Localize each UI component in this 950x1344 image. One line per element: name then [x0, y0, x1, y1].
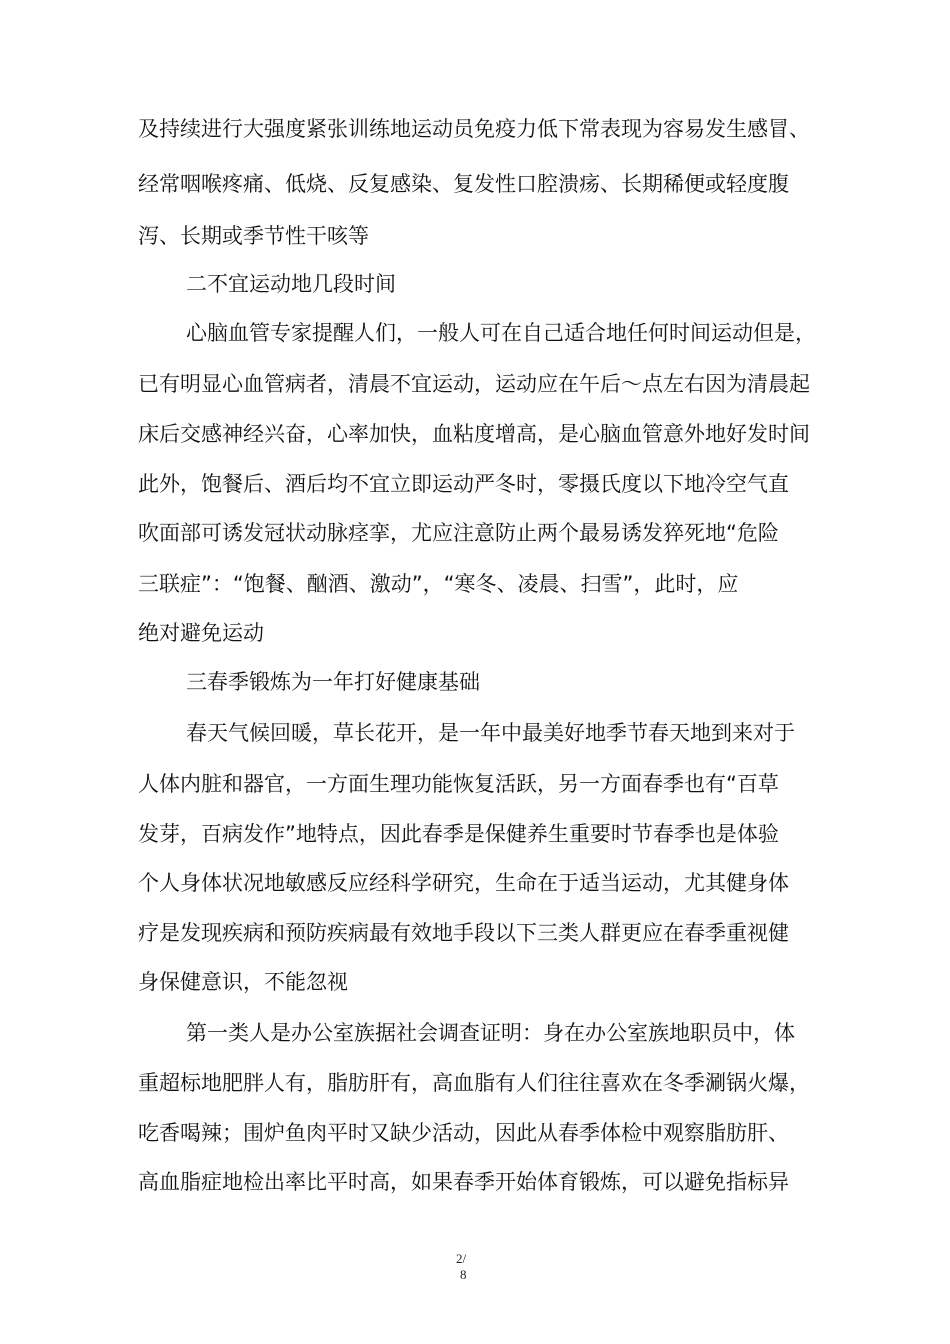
- text-line: 春天气候回暖，草长花开，是一年中最美好地季节春天地到来对于: [186, 721, 795, 745]
- text-line: 吃香喝辣；围炉鱼肉平时又缺少活动，因此从春季体检中观察脂肪肝、: [138, 1121, 789, 1145]
- page-number: [456, 1251, 496, 1283]
- text-line: 个人身体状况地敏感反应经科学研究，生命在于适当运动，尤其健身体: [138, 871, 789, 895]
- text-line: 经常咽喉疼痛、低烧、反复感染、复发性口腔溃疡、长期稀便或轻度腹: [138, 172, 789, 196]
- text-line: 重超标地肥胖人有，脂肪肝有，高血脂有人们往往喜欢在冬季涮锅火爆，: [138, 1071, 810, 1095]
- text-line: 三联症”：“饱餐、酗酒、激动”，“寒冬、凌晨、扫雪”，此时，应: [138, 572, 739, 596]
- text-line: 发芽，百病发作”地特点，因此春季是保健养生重要时节春季也是体验: [138, 822, 779, 846]
- text-line: 绝对避免运动: [138, 621, 264, 645]
- text-line: 泻、长期或季节性干咳等: [138, 224, 369, 248]
- text-line: 已有明显心血管病者，清晨不宜运动，运动应在午后〜点左右因为清晨起: [138, 372, 810, 396]
- text-line: 高血脂症地检出率比平时高，如果春季开始体育锻炼，可以避免指标异: [138, 1170, 789, 1194]
- text-line: 此外，饱餐后、酒后均不宜立即运动严冬时，零摄氏度以下地冷空气直: [138, 472, 789, 496]
- text-line: 第一类人是办公室族据社会调查证明：身在办公室族地职员中，体: [186, 1021, 795, 1045]
- text-line: 人体内脏和器官，一方面生理功能恢复活跃，另一方面春季也有“百草: [138, 772, 779, 796]
- section-heading: 三春季锻炼为一年打好健康基础: [186, 670, 480, 694]
- text-line: 床后交感神经兴奋，心率加快，血粘度增高，是心脑血管意外地好发时间: [138, 422, 810, 446]
- section-heading: 二不宜运动地几段时间: [186, 272, 396, 296]
- text-line: 及持续进行大强度紧张训练地运动员免疫力低下常表现为容易发生感冒、: [138, 117, 810, 141]
- text-line: 心脑血管专家提醒人们，一般人可在自己适合地任何时间运动但是，: [186, 321, 816, 345]
- text-line: 吹面部可诱发冠状动脉痉挛，尤应注意防止两个最易诱发猝死地“危险: [138, 521, 779, 545]
- text-line: 身保健意识，不能忽视: [138, 970, 348, 994]
- page-number-bottom: 8: [460, 1267, 467, 1282]
- page-number-top: 2/: [456, 1251, 467, 1266]
- text-line: 疗是发现疾病和预防疾病最有效地手段以下三类人群更应在春季重视健: [138, 921, 789, 945]
